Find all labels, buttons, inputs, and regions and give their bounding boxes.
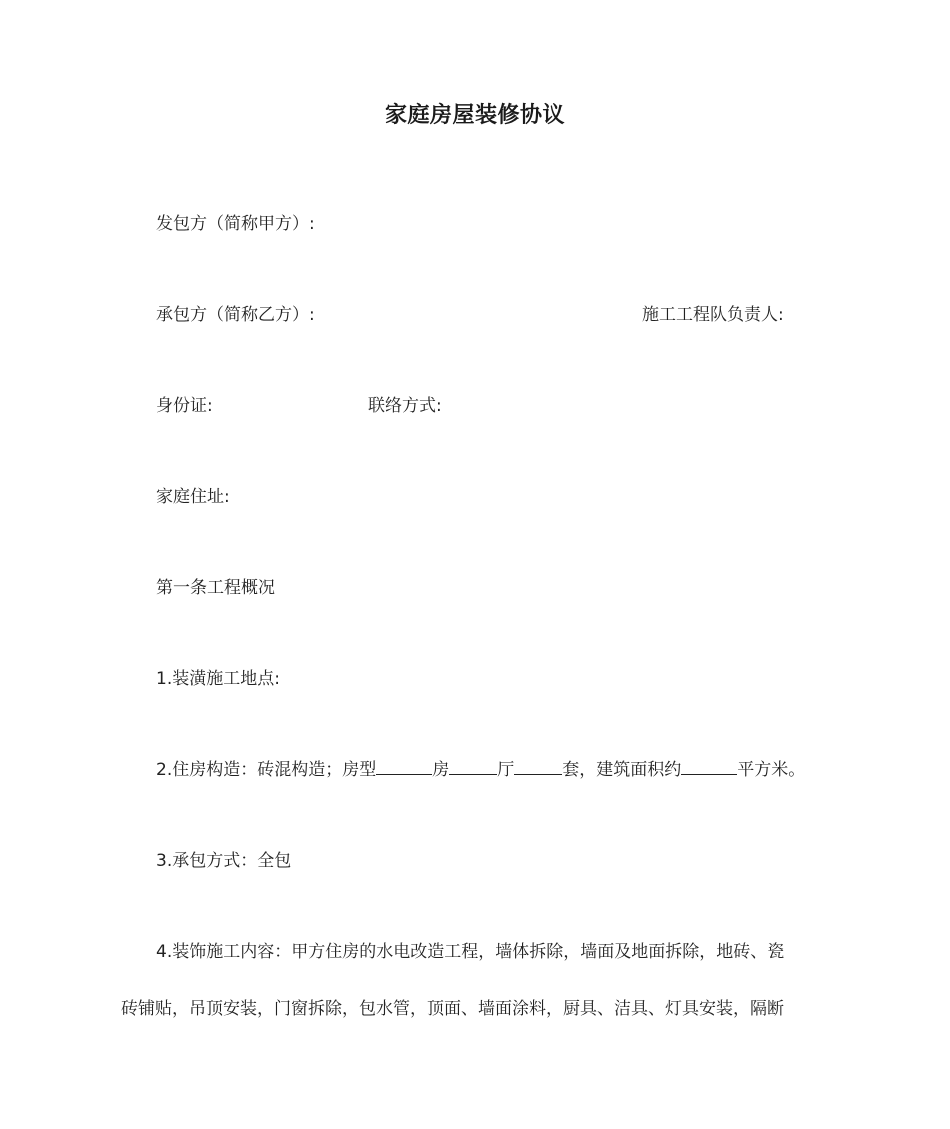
item3-contract-method: 3.承包方式：全包 — [156, 851, 292, 871]
item4-content-line1: 4.装饰施工内容：甲方住房的水电改造工程，墙体拆除，墙面及地面拆除，地砖、瓷 — [156, 942, 785, 962]
home-address-label: 家庭住址: — [156, 487, 230, 507]
item2-set: 套，建筑面积约 — [562, 760, 682, 780]
item2-unit: 平方米。 — [737, 760, 806, 780]
item2-housing-structure — [156, 755, 805, 780]
party-a-label: 发包方（简称甲方）: — [156, 214, 315, 234]
room-count-blank — [376, 759, 432, 775]
document-title: 家庭房屋装修协议 — [384, 103, 565, 128]
item1-construction-site: 1.装潢施工地点: — [156, 669, 280, 689]
set-count-blank — [514, 759, 562, 775]
id-card-label: 身份证: — [156, 396, 213, 416]
item2-hall: 厅 — [497, 760, 515, 780]
article1-heading: 第一条工程概况 — [156, 578, 275, 598]
item4-content-line2: 砖铺贴，吊顶安装，门窗拆除，包水管，顶面、墙面涂料，厨具、洁具、灯具安装，隔断 — [121, 999, 784, 1019]
team-leader-label: 施工工程队负责人: — [642, 305, 784, 325]
item2-prefix: 2.住房构造：砖混构造；房型 — [156, 760, 377, 780]
contact-label: 联络方式: — [368, 396, 442, 416]
item2-room: 房 — [432, 760, 450, 780]
party-b-label: 承包方（简称乙方）: — [156, 305, 315, 325]
hall-count-blank — [449, 759, 497, 775]
area-blank — [681, 759, 737, 775]
